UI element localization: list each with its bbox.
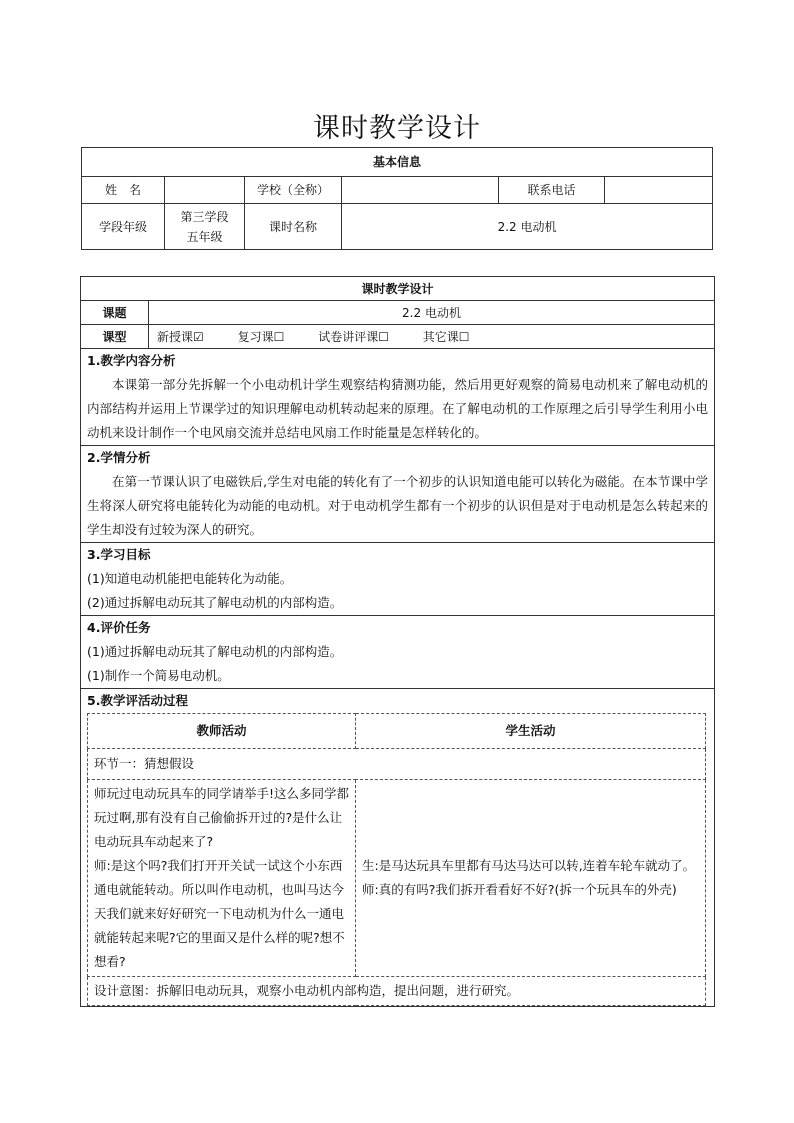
topic-label: 课题 (81, 301, 149, 325)
grade-line-2: 五年级 (186, 229, 223, 244)
learning-goal-1: (1)知道电动机能把电能转化为动能。 (87, 571, 293, 586)
name-label: 姓 名 (82, 177, 165, 204)
type-exam-review-lesson: 试卷讲评课☐ (318, 330, 389, 344)
content-analysis-text: 本课第一部分先拆解一个小电动机计学生观察结构猜测功能，然后用更好观察的简易电动机来了解电动机的内部结构并运用上节课学过的知识理解电动机转动起来的原理。在了解电动机的工作原理之后引导学生利用小电动机来设计制作一个电风扇交流并总结电风扇工作时能量是怎样转化的。 (87, 377, 709, 440)
type-review-lesson: 复习课☐ (237, 330, 285, 344)
lesson-types (149, 325, 715, 349)
student-activity-header: 学生活动 (356, 714, 706, 749)
lesson-design-table (80, 276, 715, 1007)
phone-label: 联系电话 (499, 177, 605, 204)
student-activity-text: 生:是马达玩具车里都有马达马达可以转,连着车轮车就动了。师:真的有吗?我们拆开看看好不好?(拆一个玩具车的外壳) (356, 780, 706, 977)
learning-goals-section (81, 543, 715, 616)
evaluation-title: 4.评价任务 (87, 620, 151, 635)
stage-1-label: 环节一：猜想假设 (88, 749, 706, 780)
content-analysis-section (81, 349, 715, 446)
teacher-activity-text: 师玩过电动玩具车的同学请举手!这么多同学都玩过啊,那有没有自己偷偷拆开过的?是什么让电动玩具车动起来了? 师:是这个吗?我们打开开关试一试这个小东西通电就能转动。所以叫作电动机，也叫马达今天我们就来好好研究一下电动机为什么一通电就能转起来呢?它的里面又是什么样的呢?想不想看? (88, 780, 356, 977)
type-new-lesson: 新授课☑ (157, 330, 204, 344)
page-title: 课时教学设计 (313, 113, 481, 144)
grade-value (165, 204, 245, 250)
type-other-lesson: 其它课☐ (422, 330, 470, 344)
learning-goal-2: (2)通过拆解电动玩其了解电动机的内部构造。 (87, 595, 343, 610)
phone-value (605, 177, 713, 204)
evaluation-item-1: (1)通过拆解电动玩其了解电动机的内部构造。 (87, 644, 343, 659)
content-analysis-title: 1.教学内容分析 (87, 353, 176, 368)
lesson-value: 2.2 电动机 (342, 204, 713, 250)
school-value (342, 177, 499, 204)
student-analysis-title: 2.学情分析 (87, 450, 151, 465)
grade-line-1: 第三学段 (180, 209, 229, 224)
school-label: 学校（全称） (245, 177, 342, 204)
name-value (165, 177, 245, 204)
grade-label: 学段年级 (82, 204, 165, 250)
student-analysis-text: 在第一节课认识了电磁铁后,学生对电能的转化有了一个初步的认识知道电能可以转化为磁能。在本节课中学生将深人研究将电能转化为动能的电动机。对于电动机学生都有一个初步的认识但是对于电动机是怎么转起来的学生却没有过较为深人的研究。 (87, 474, 709, 537)
lesson-label: 课时名称 (245, 204, 342, 250)
evaluation-item-2: (1)制作一个简易电动机。 (87, 668, 230, 683)
student-analysis-section (81, 446, 715, 543)
process-section (81, 689, 715, 1007)
basic-info-table (81, 147, 713, 250)
design-intent: 设计意图：拆解旧电动玩具，观察小电动机内部构造，提出问题，进行研究。 (88, 977, 706, 1006)
design-header: 课时教学设计 (81, 277, 715, 301)
evaluation-section (81, 616, 715, 689)
activity-table (87, 713, 706, 1006)
learning-goals-title: 3.学习目标 (87, 547, 151, 562)
topic-value: 2.2 电动机 (149, 301, 715, 325)
type-label: 课型 (81, 325, 149, 349)
teacher-activity-header: 教师活动 (88, 714, 356, 749)
process-title: 5.教学评活动过程 (87, 693, 188, 708)
basic-info-header: 基本信息 (82, 148, 713, 177)
